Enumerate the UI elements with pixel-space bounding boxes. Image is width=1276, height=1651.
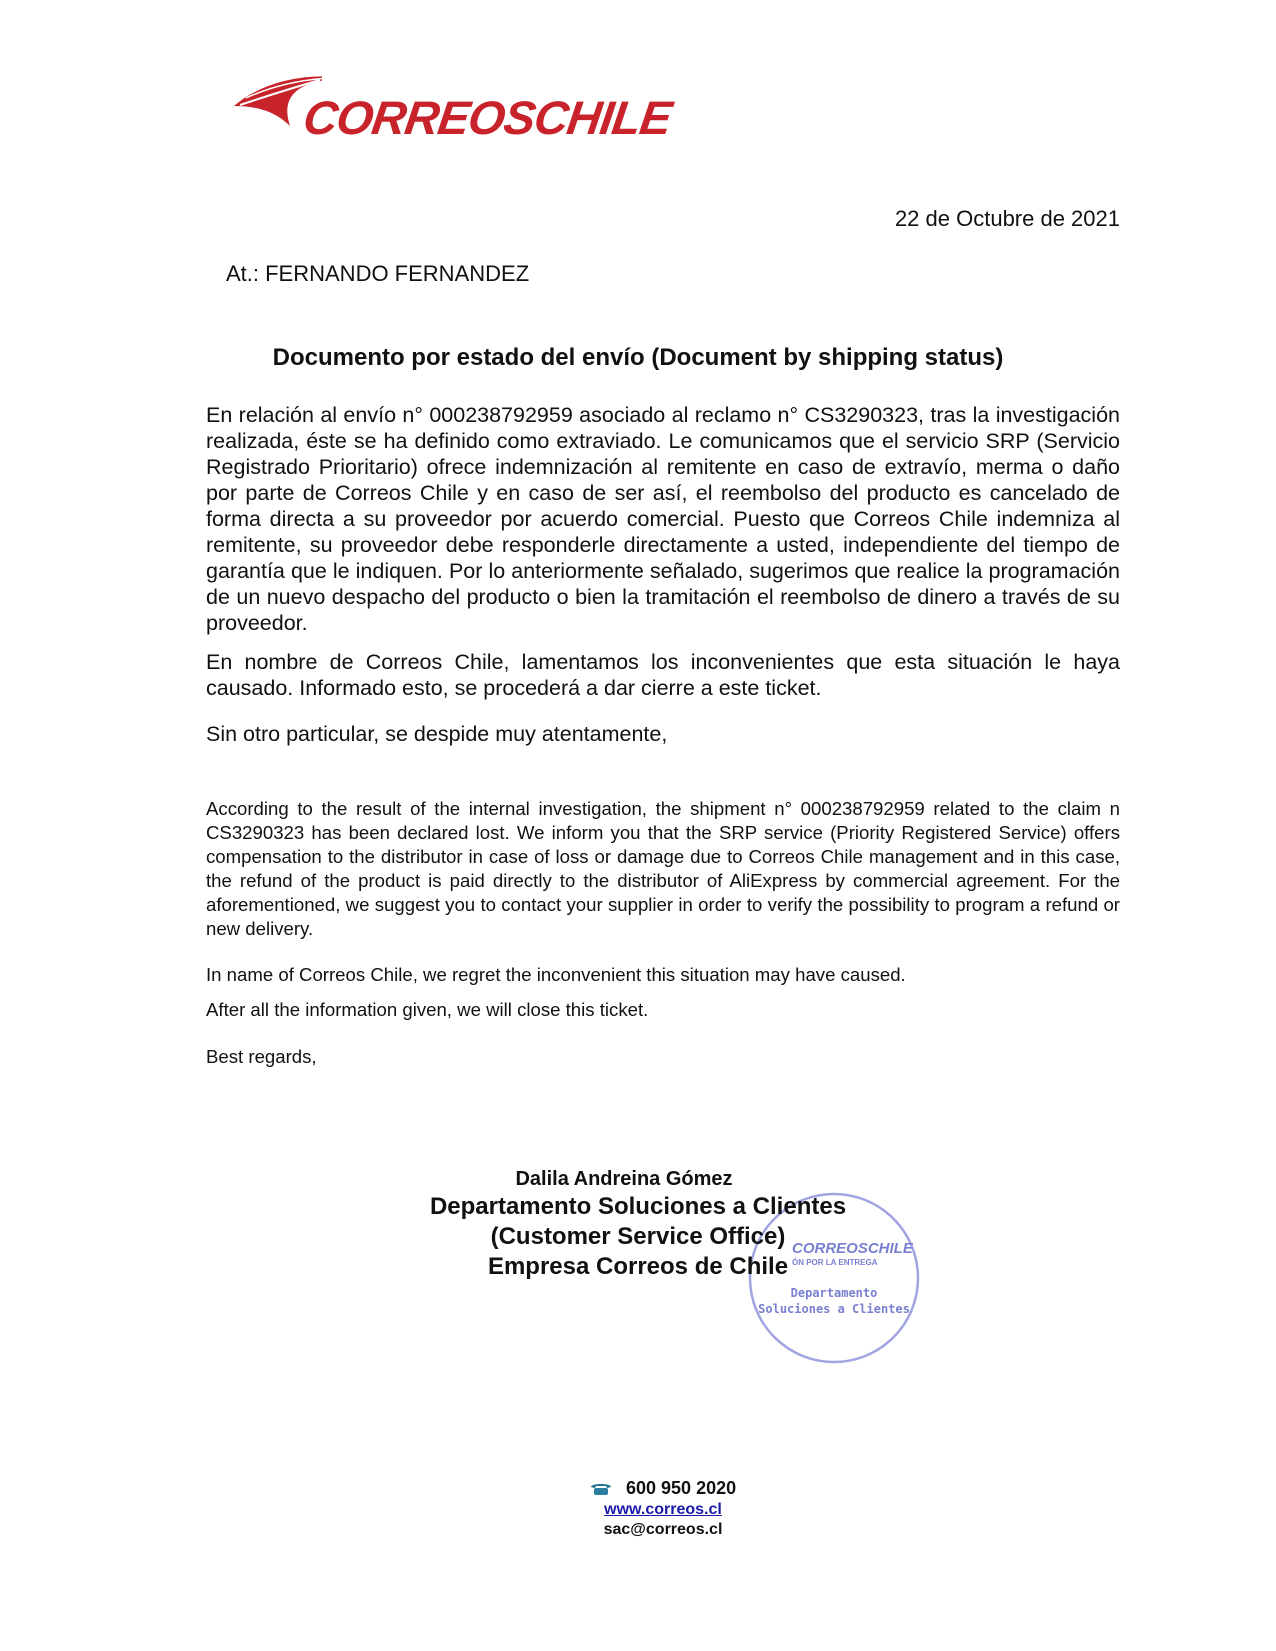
footer-website-link[interactable]: www.correos.cl <box>604 1501 722 1518</box>
document-title: Documento por estado del envío (Document by shipping status) <box>272 344 1004 371</box>
spanish-paragraph-2: En nombre de Correos Chile, lamentamos los inconvenientes que esta situación le haya causado. Informado esto, se procederá a dar cierre a este ticket. <box>206 650 1120 700</box>
letter-date: 22 de Octubre de 2021 <box>894 206 1120 231</box>
english-closing: Best regards, <box>206 1046 317 1067</box>
svg-text:CORREOSCHILE: CORREOSCHILE <box>792 1240 913 1257</box>
spanish-closing: Sin otro particular, se despide muy atentamente, <box>206 722 668 746</box>
logo-wordmark: CORREOSCHILE <box>300 91 675 144</box>
signature-block <box>0 1192 1276 1282</box>
english-paragraph-2: In name of Correos Chile, we regret the inconvenient this situation may have caused. <box>206 964 906 985</box>
english-paragraph-1: According to the result of the internal investigation, the shipment n° 000238792959 related to the claim n CS3290323 has been declared lost. We inform you that the SRP service (Priority Registered Service) offers compensation to the distributor in case of loss or damage due to Correos Chile management and in this case, the refund of the product is paid directly to the distributor of AliExpress by commercial agreement. For the aforementioned, we suggest you to contact your supplier in order to verify the possibility to program a refund or new delivery. <box>206 798 1120 939</box>
phone-icon <box>590 1482 612 1496</box>
svg-text:ÓN POR LA ENTREGA: ÓN POR LA ENTREGA <box>792 1258 878 1267</box>
english-paragraph-3: After all the information given, we will close this ticket. <box>206 999 649 1020</box>
footer-phone <box>590 1478 736 1499</box>
svg-text:Departamento: Departamento <box>790 1286 878 1300</box>
signatory-company: Empresa Correos de Chile <box>487 1253 789 1280</box>
correoschile-logo <box>232 72 682 142</box>
signatory-name: Dalila Andreina Gómez <box>515 1168 733 1190</box>
svg-text:Soluciones a Clientes: Soluciones a Clientes <box>758 1302 910 1316</box>
signatory-department: Departamento Soluciones a Clientes <box>429 1193 847 1220</box>
phone-number: 600 950 2020 <box>626 1478 737 1498</box>
spanish-paragraph-1: En relación al envío n° 000238792959 asociado al reclamo n° CS3290323, tras la investigación realizada, éste se ha definido como extraviado. Le comunicamos que el servicio SRP (Servicio Registrado Prioritario) ofrece indemnización al remitente en caso de extravío, merma o daño por parte de Correos Chile y en caso de ser así, el reembolso del producto es cancelado de forma directa a su proveedor por acuerdo comercial. Puesto que Correos Chile indemniza al remitente, su proveedor debe responderle directamente a usted, independiente del tiempo de garantía que le indiquen. Por lo anteriormente señalado, sugerimos que realice la programación de un nuevo despacho del producto o bien la tramitación el reembolso de dinero a través de su proveedor. <box>206 403 1120 635</box>
recipient: At.: FERNANDO FERNANDEZ <box>226 261 530 286</box>
footer-email: sac@correos.cl <box>603 1521 723 1538</box>
signatory-department-english: (Customer Service Office) <box>490 1223 786 1250</box>
